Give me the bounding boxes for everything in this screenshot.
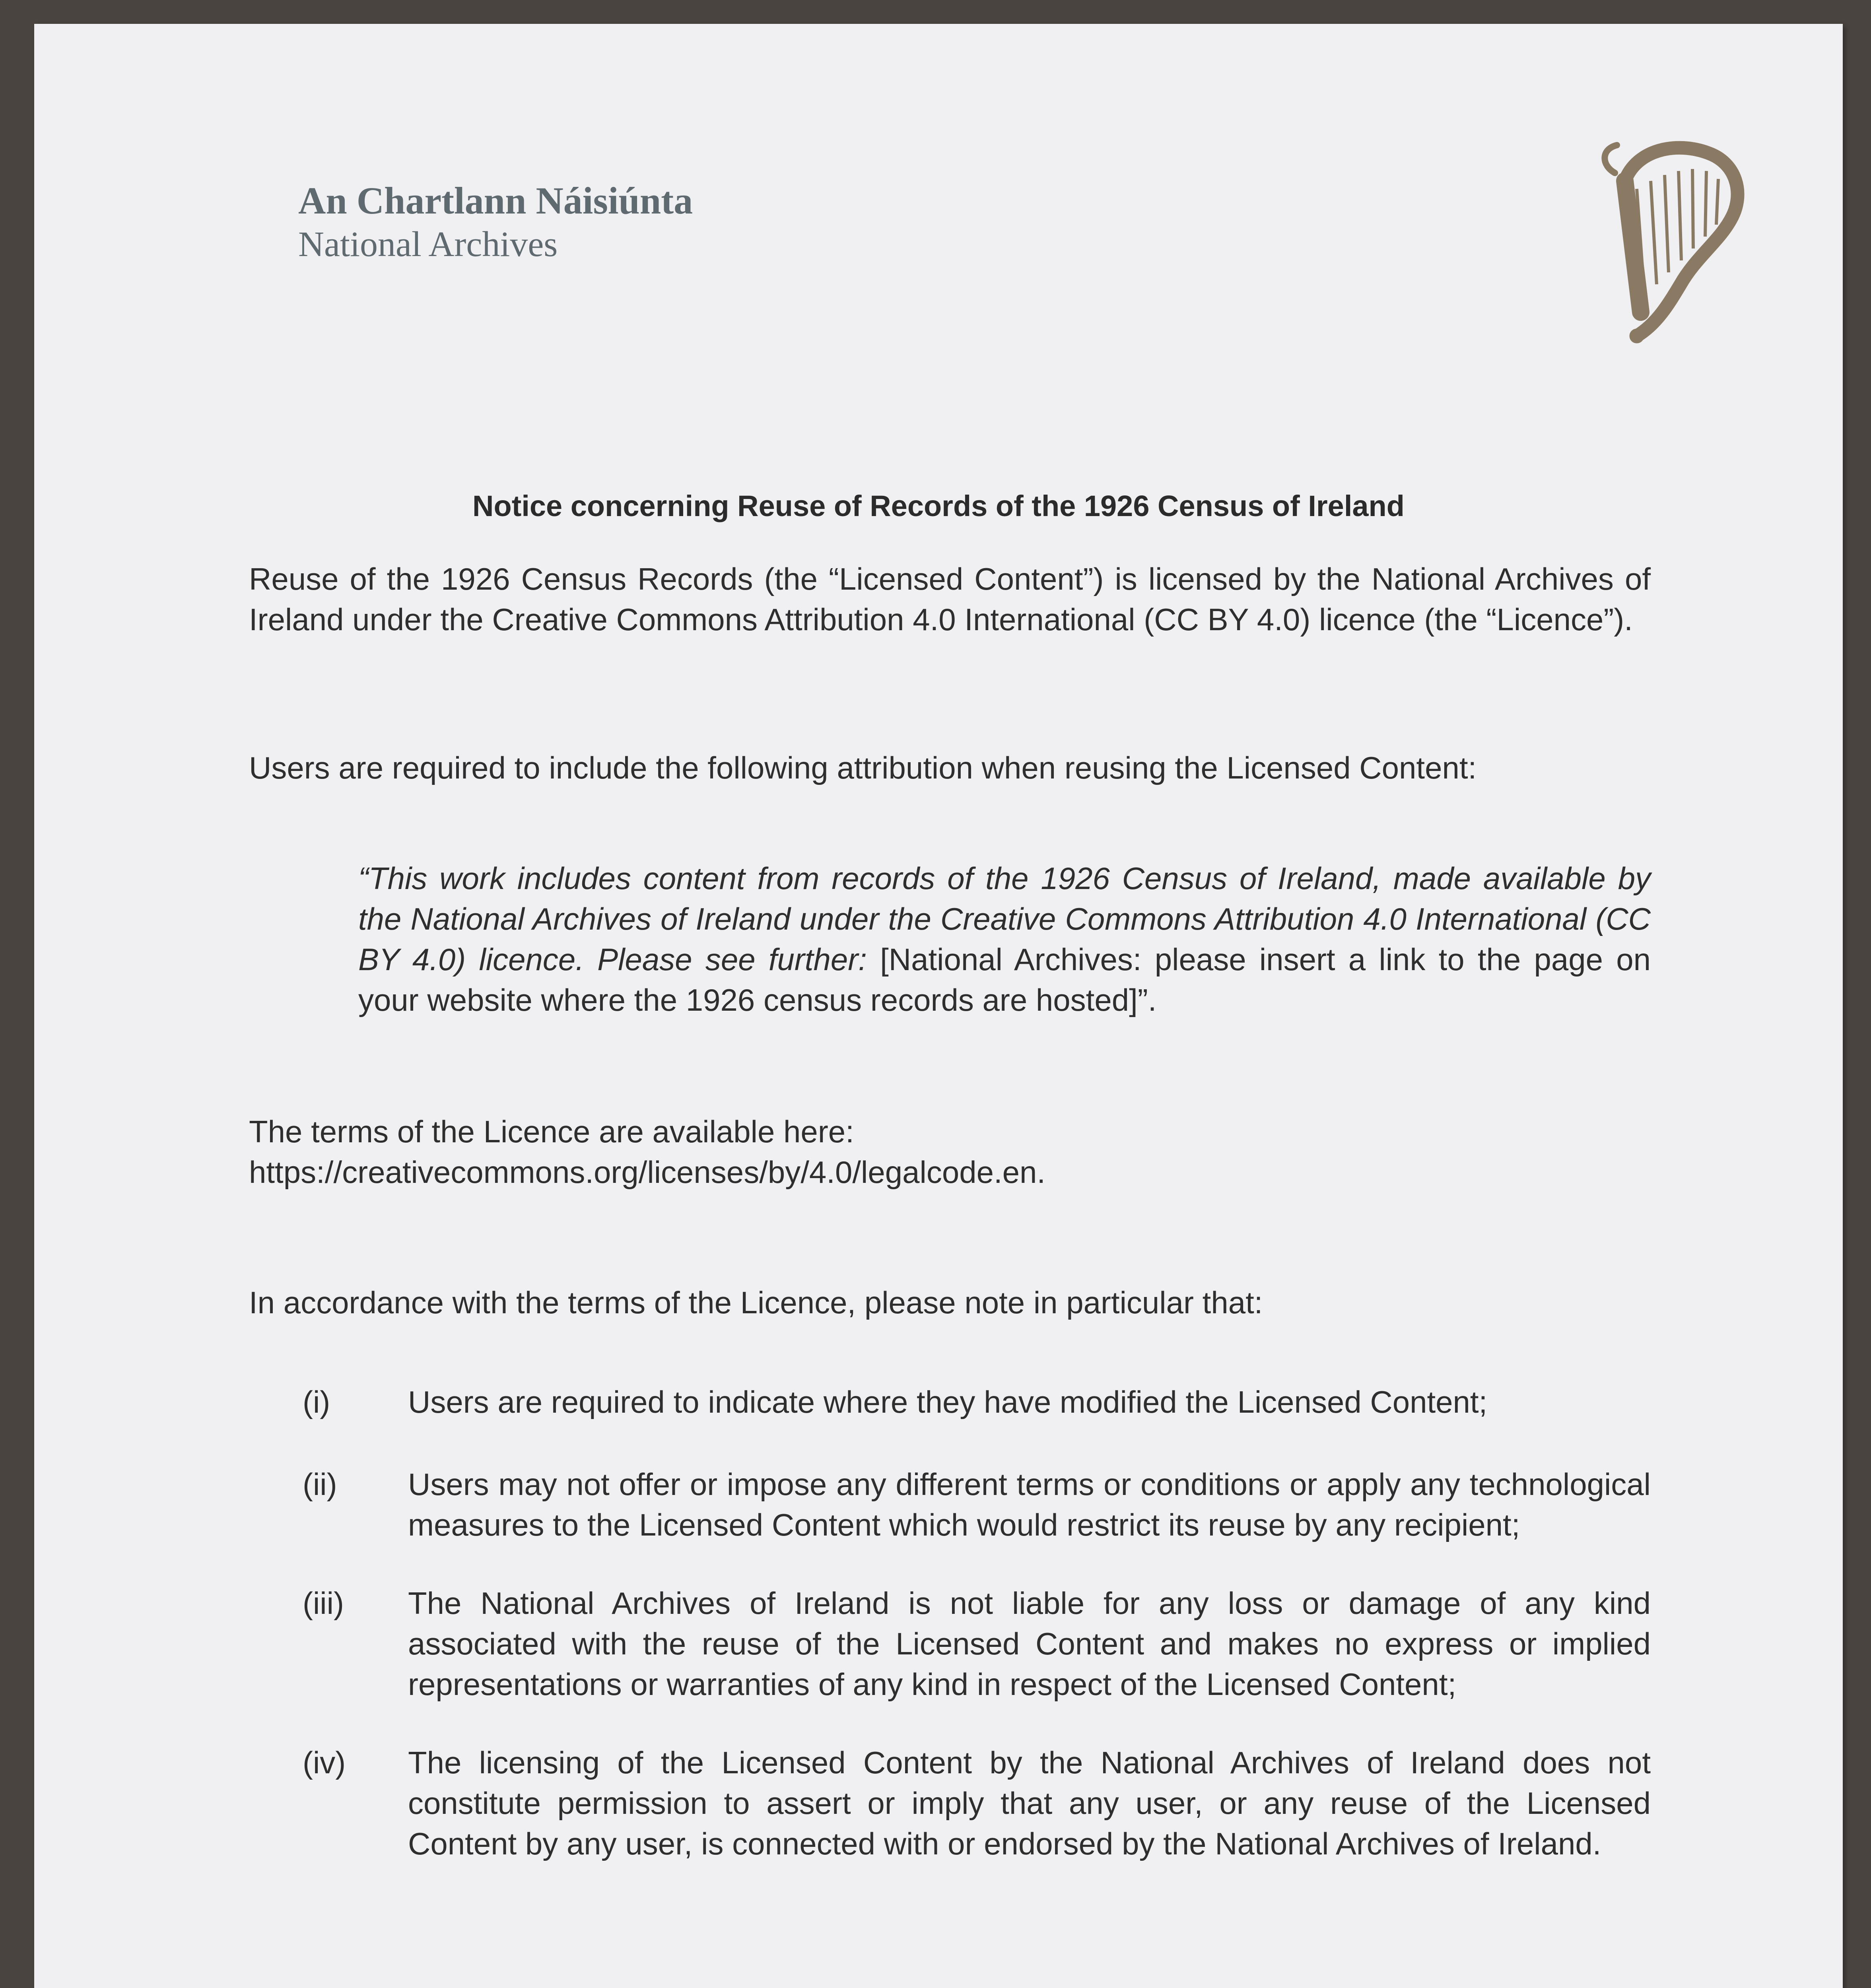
list-item-number: (i) (303, 1384, 330, 1419)
notice-title: Notice concerning Reuse of Records of the 1926 Census of Ireland (472, 489, 1405, 522)
harp-icon (1577, 125, 1748, 348)
attribution-quote-plain: [National Archives: please insert a link to the page on your website where the 1926 census records are hosted]”. (358, 942, 1651, 1017)
attribution-quote (358, 858, 1651, 1020)
letterhead-organisation (298, 179, 693, 266)
licence-intro-paragraph: Reuse of the 1926 Census Records (the “Licensed Content”) is licensed by the National Archives of Ireland under the Creative Commons Attribution 4.0 International (CC BY 4.0) licence (the “Licence”). (249, 561, 1651, 637)
list-item-number: (iv) (303, 1745, 346, 1780)
accordance-paragraph: In accordance with the terms of the Licence, please note in particular that: (249, 1285, 1263, 1320)
list-item-text: The National Archives of Ireland is not liable for any loss or damage of any kind associated with the reuse of the Licensed Content and makes no express or implied representations or warranties of any kind in respect of the Licensed Content; (408, 1586, 1651, 1702)
licence-conditions-list (249, 1382, 1651, 1902)
list-item-text: Users are required to indicate where they have modified the Licensed Content; (408, 1384, 1488, 1419)
list-item-text: Users may not offer or impose any different terms or conditions or apply any technological measures to the Licensed Content which would restrict its reuse by any recipient; (408, 1467, 1651, 1542)
org-name-english: National Archives (298, 225, 558, 264)
terms-label: The terms of the Licence are available here: (249, 1114, 854, 1149)
document-page (34, 24, 1843, 1988)
list-item (249, 1742, 1651, 1864)
org-name-irish: An Chartlann Náisiúnta (298, 179, 693, 222)
attribution-quote-italic: “This work includes content from records of the 1926 Census of Ireland, made available by the National Archives of Ireland under the Creative Commons Attribution 4.0 International (CC BY 4.0) licence. Please see further: (358, 861, 1651, 977)
terms-url: https://creativecommons.org/licenses/by/4.0/legalcode.en. (249, 1155, 1046, 1190)
attribution-required-paragraph: Users are required to include the following attribution when reusing the Licensed Content: (249, 750, 1477, 785)
terms-paragraph (249, 1111, 1651, 1192)
list-item (249, 1382, 1651, 1422)
list-item (249, 1464, 1651, 1545)
list-item (249, 1583, 1651, 1705)
list-item-number: (ii) (303, 1467, 337, 1502)
list-item-text: The licensing of the Licensed Content by the National Archives of Ireland does not constitute permission to assert or imply that any user, or any reuse of the Licensed Content by any user, is connected with or endorsed by the National Archives of Ireland. (408, 1745, 1651, 1861)
list-item-number: (iii) (303, 1586, 344, 1621)
